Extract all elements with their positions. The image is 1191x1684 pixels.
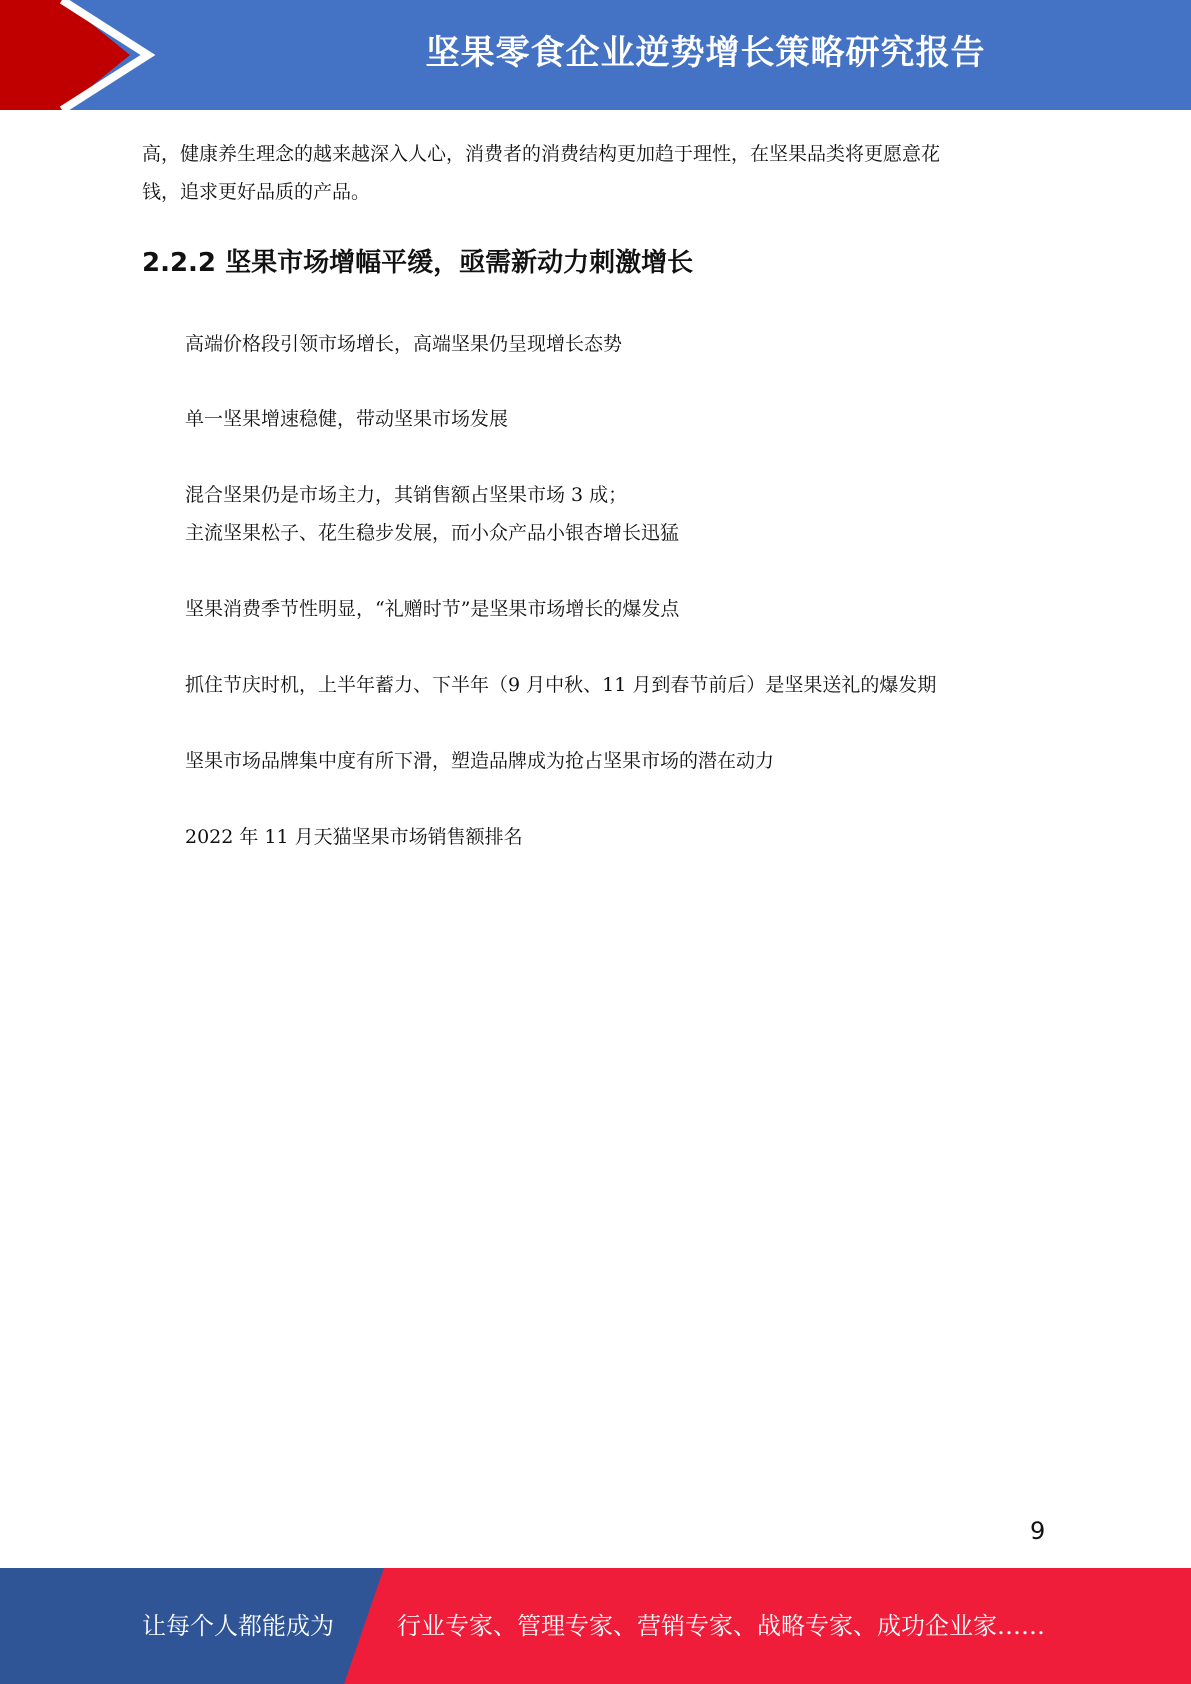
page-number: 9 — [1030, 1517, 1046, 1545]
page-header — [0, 0, 1191, 110]
list-item: 2022 年 11 月天猫坚果市场销售额排名 — [185, 826, 523, 848]
report-title: 坚果零食企业逆势增长策略研究报告 — [425, 33, 986, 73]
intro-paragraph — [142, 135, 1042, 211]
intro-line-2: 钱，追求更好品质的产品。 — [142, 181, 371, 203]
list-item: 抓住节庆时机，上半年蓄力、下半年（9 月中秋、11 月到春节前后）是坚果送礼的爆发期 — [185, 674, 937, 696]
page-footer — [0, 1568, 1191, 1684]
footer-slogan-left: 让每个人都能成为 — [142, 1612, 334, 1640]
chevron-decoration-icon — [0, 0, 160, 110]
footer-slogan-right: 行业专家、管理专家、营销专家、战略专家、成功企业家…… — [397, 1612, 1045, 1640]
list-item: 高端价格段引领市场增长，高端坚果仍呈现增长态势 — [185, 333, 623, 355]
section-heading: 2.2.2 坚果市场增幅平缓，亟需新动力刺激增长 — [142, 248, 694, 278]
list-item: 单一坚果增速稳健，带动坚果市场发展 — [185, 408, 509, 430]
intro-line-1: 高，健康养生理念的越来越深入人心，消费者的消费结构更加趋于理性，在坚果品类将更愿意花 — [142, 143, 941, 165]
list-item: 坚果市场品牌集中度有所下滑，塑造品牌成为抢占坚果市场的潜在动力 — [185, 750, 775, 772]
list-item: 主流坚果松子、花生稳步发展，而小众产品小银杏增长迅猛 — [185, 522, 680, 544]
list-item: 坚果消费季节性明显，“礼赠时节”是坚果市场增长的爆发点 — [185, 598, 680, 620]
list-item: 混合坚果仍是市场主力，其销售额占坚果市场 3 成； — [185, 484, 628, 506]
